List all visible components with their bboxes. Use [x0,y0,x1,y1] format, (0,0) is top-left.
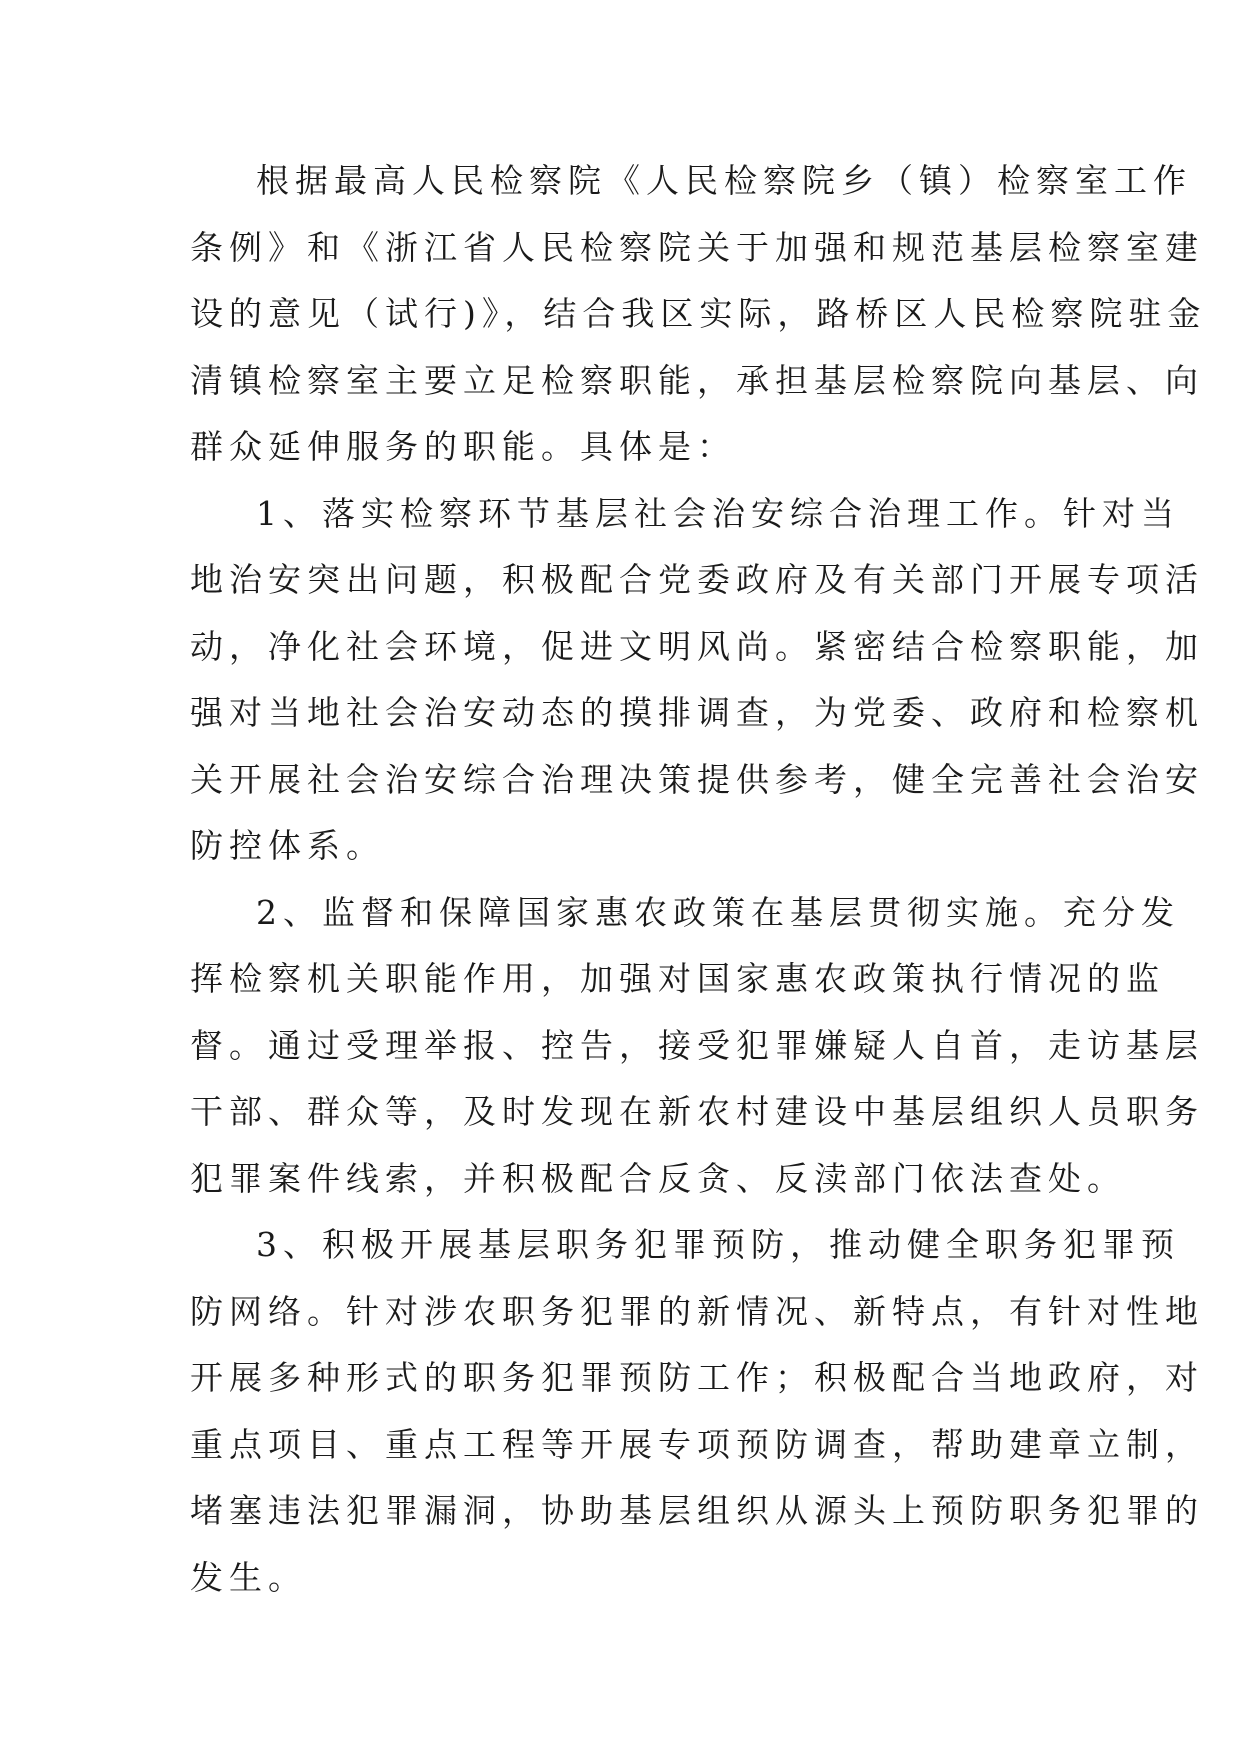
text-line: 动，净化社会环境，促进文明风尚。紧密结合检察职能，加 [190,626,1204,666]
text-line: 挥检察机关职能作用，加强对国家惠农政策执行情况的监 [190,959,1165,998]
document-body [190,148,1207,1611]
text-line: 1、落实检察环节基层社会治安综合治理工作。针对当 [256,493,1180,533]
paragraph-item-1 [190,481,1204,880]
text-line: 发生。 [190,1557,307,1597]
text-line: 防网络。针对涉农职务犯罪的新情况、新特点，有针对性地 [190,1291,1204,1331]
text-line: 干部、群众等，及时发现在新农村建设中基层组织人员职务 [190,1092,1204,1131]
text-line: 开展多种形式的职务犯罪预防工作；积极配合当地政府，对 [190,1358,1204,1397]
paragraph-item-3 [190,1212,1204,1611]
text-line: 2、监督和保障国家惠农政策在基层贯彻实施。充分发 [256,892,1180,932]
text-line: 防控体系。 [190,826,385,865]
text-line: 关开展社会治安综合治理决策提供参考，健全完善社会治安 [190,759,1204,799]
text-line: 根据最高人民检察院《人民检察院乡（镇）检察室工作 [256,161,1192,200]
text-line: 条例》和《浙江省人民检察院关于加强和规范基层检察室建 [190,227,1204,267]
text-line: 地治安突出问题，积极配合党委政府及有关部门开展专项活 [190,560,1204,599]
text-line: 强对当地社会治安动态的摸排调查，为党委、政府和检察机 [190,693,1204,732]
text-line: 群众延伸服务的职能。具体是： [190,427,736,466]
text-line: 清镇检察室主要立足检察职能，承担基层检察院向基层、向 [190,360,1204,400]
text-line: 重点项目、重点工程等开展专项预防调查，帮助建章立制， [190,1424,1204,1464]
paragraph-item-2 [190,880,1204,1213]
text-line: 犯罪案件线索，并积极配合反贪、反渎部门依法查处。 [190,1158,1126,1198]
text-line: 设的意见（试行)》，结合我区实际，路桥区人民检察院驻金 [190,294,1207,333]
paragraph-intro [190,148,1207,481]
text-line: 3、积极开展基层职务犯罪预防，推动健全职务犯罪预 [256,1225,1180,1264]
text-line: 堵塞违法犯罪漏洞，协助基层组织从源头上预防职务犯罪的 [190,1491,1204,1530]
text-line: 督。通过受理举报、控告，接受犯罪嫌疑人自首，走访基层 [190,1025,1204,1065]
